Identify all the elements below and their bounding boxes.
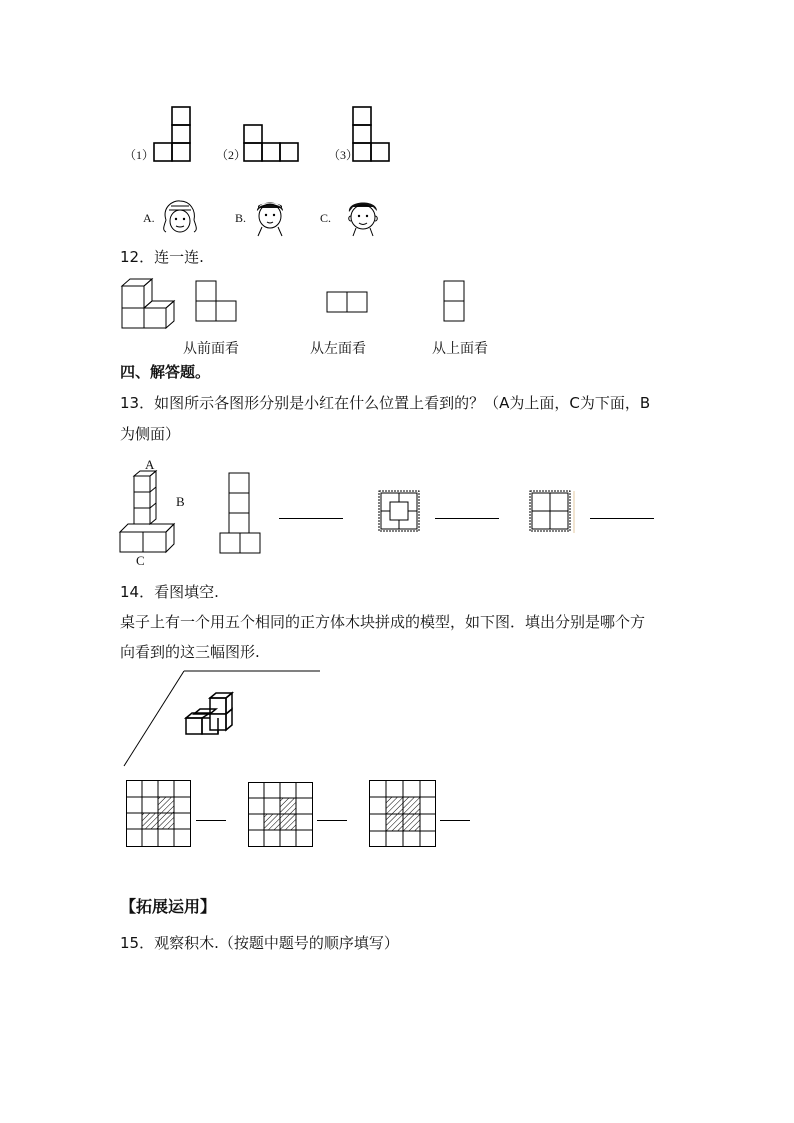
label-a: A (145, 457, 155, 472)
q14-view-grid-1 (126, 780, 192, 848)
q14-text-line1: 桌子上有一个用五个相同的正方体木块拼成的模型，如下图．填出分别是哪个方 (120, 613, 646, 631)
q13-tower-model (118, 468, 182, 556)
q13-text-line1: 13．如图所示各图形分别是小红在什么位置上看到的？（A为上面，C为下面，B (120, 394, 651, 412)
q13-text-line2: 为侧面） (120, 425, 181, 443)
q13-answer-blank-1[interactable] (279, 518, 343, 519)
section-extension-title: 【拓展运用】 (120, 897, 217, 916)
q13-front-view (219, 472, 263, 554)
q12-cube-model (120, 276, 180, 332)
q13-answer-blank-2[interactable] (435, 518, 499, 519)
q11-label-1: （1） (124, 148, 155, 162)
q12-view-two-vertical (443, 280, 467, 324)
boy-face-front-icon (252, 196, 288, 238)
q15-title: 15．观察积木.（按题中题号的顺序填写） (120, 934, 399, 952)
section-4-title: 四、解答题。 (120, 363, 211, 381)
q14-title: 14．看图填空. (120, 583, 219, 601)
choice-c-label: C. (320, 211, 332, 225)
choice-a-label: A. (143, 211, 155, 225)
q14-answer-blank-3[interactable] (440, 820, 470, 821)
q12-title: 12．连一连. (120, 248, 204, 266)
q14-text-line2: 向看到的这三幅图形. (120, 643, 260, 661)
q11-label-3: （3） (328, 148, 359, 162)
q13-bottom-view (529, 490, 577, 534)
q14-table-model (120, 668, 326, 770)
q12-view-two-horizontal (326, 291, 370, 313)
label-c: C (136, 553, 145, 568)
view-from-front: 从前面看 (183, 341, 239, 357)
q14-view-grid-3 (369, 780, 437, 848)
girl-face-icon (160, 198, 200, 238)
q11-figure-2 (243, 124, 303, 164)
choice-b-label: B. (235, 211, 247, 225)
q11-figure-1 (154, 105, 194, 165)
view-from-left: 从左面看 (310, 341, 366, 357)
boy-face-side-icon (344, 196, 382, 238)
q11-label-2: （2） (216, 148, 247, 162)
q13-top-view (378, 490, 422, 534)
q14-answer-blank-2[interactable] (317, 820, 347, 821)
q14-answer-blank-1[interactable] (196, 820, 226, 821)
q11-figure-3 (352, 105, 392, 165)
q14-view-grid-2 (248, 782, 314, 848)
q13-answer-blank-3[interactable] (590, 518, 654, 519)
q12-view-l-shape (195, 280, 239, 324)
label-b: B (176, 494, 185, 509)
view-from-top: 从上面看 (432, 341, 488, 357)
